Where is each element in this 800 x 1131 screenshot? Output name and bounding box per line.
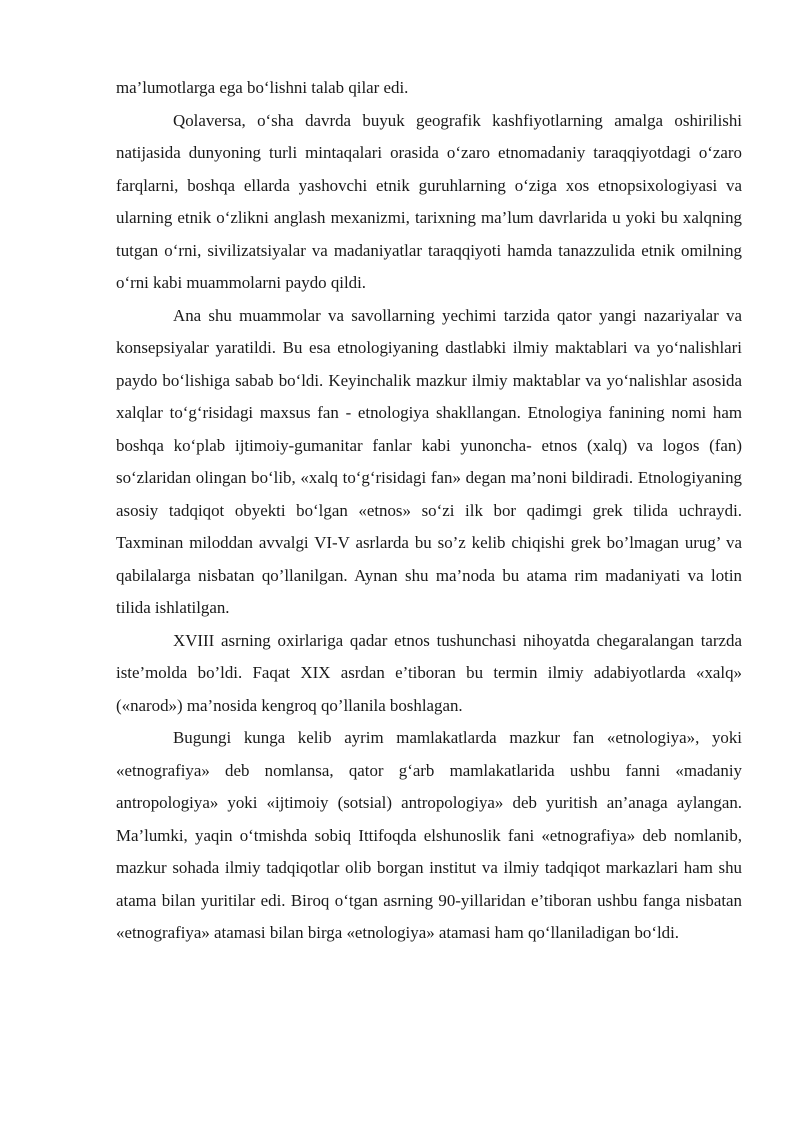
paragraph-continuation: ma’lumotlarga ega bo‘lishni talab qilar edi. — [116, 78, 409, 97]
paragraph-geographic-discoveries: Qolaversa, o‘sha davrda buyuk geografik kashfiyotlarning amalga oshirilishi natijasida dunyoning turli mintaqalari orasida o‘zaro etnomadaniy taraqqiyotdagi o‘zaro farqlarni, boshqa ellarda yashovchi etnik guruhlarning o‘ziga xos etnopsixologiyasi va ularning etnik o‘zlikni anglash mexanizmi, tarixning ma’lum davrlarida u yoki bu xalqning tutgan o‘rni, sivilizatsiyalar va madaniyatlar taraqqiyoti hamda tanazzulida etnik omilning o‘rni kabi muammolarni paydo qildi. — [116, 110, 742, 292]
paragraph-field-naming: Bugungi kunga kelib ayrim mamlakatlarda mazkur fan «etnologiya», yoki «etnografiya» deb nomlansa, qator g‘arb mamlakatlarida ushbu fanni «madaniy antropologiya» yoki «ijtimoiy (sotsial) antropologiya» deb yuritish an’anaga aylangan. Ma’lumki, yaqin o‘tmishda sobiq Ittifoqda elshunoslik fani «etnografiya» deb nomlanib, mazkur sohada ilmiy tadqiqotlar olib borgan institut va ilmiy tadqiqot markazlari ham shu atama bilan yuritilar edi. Biroq o‘tgan asrning 90-yillaridan e’tiboran ushbu fanga nisbatan «etnografiya» atamasi bilan birga «etnologiya» atamasi ham qo‘llaniladigan bo‘ldi. — [116, 728, 742, 942]
paragraph-ethnos-term: XVIII asrning oxirlariga qadar etnos tushunchasi nihoyatda chegaralangan tarzda iste’molda bo’ldi. Faqat XIX asrdan e’tiboran bu termin ilmiy adabiyotlarda «xalq» («narod») ma’nosida kengroq qo’llanila boshlagan. — [116, 630, 742, 715]
body-text — [116, 72, 742, 950]
paragraph-ethnology-origins: Ana shu muammolar va savollarning yechimi tarzida qator yangi nazariyalar va konsepsiyalar yaratildi. Bu esa etnologiyaning dastlabki ilmiy maktablari va yo‘nalishlari paydo bo‘lishiga sabab bo‘ldi. Keyinchalik mazkur ilmiy maktablar va yo‘nalishlar asosida xalqlar to‘g‘risidagi maxsus fan - etnologiya shakllangan. Etnologiya fanining nomi ham boshqa ko‘plab ijtimoiy-gumanitar fanlar kabi yunoncha- etnos (xalq) va logos (fan) so‘zlaridan olingan bo‘lib, «xalq to‘g‘risidagi fan» degan ma’noni bildiradi. Etnologiyaning asosiy tadqiqot obyekti bo‘lgan «etnos» so‘zi ilk bor qadimgi grek tilida uchraydi. Taxminan miloddan avvalgi VI-V asrlarda bu so’z kelib chiqishi grek bo’lmagan urug’ va qabilalarga nisbatan qo’llanilgan. Aynan shu ma’noda bu atama rim madaniyati va lotin tilida ishlatilgan. — [116, 305, 742, 617]
